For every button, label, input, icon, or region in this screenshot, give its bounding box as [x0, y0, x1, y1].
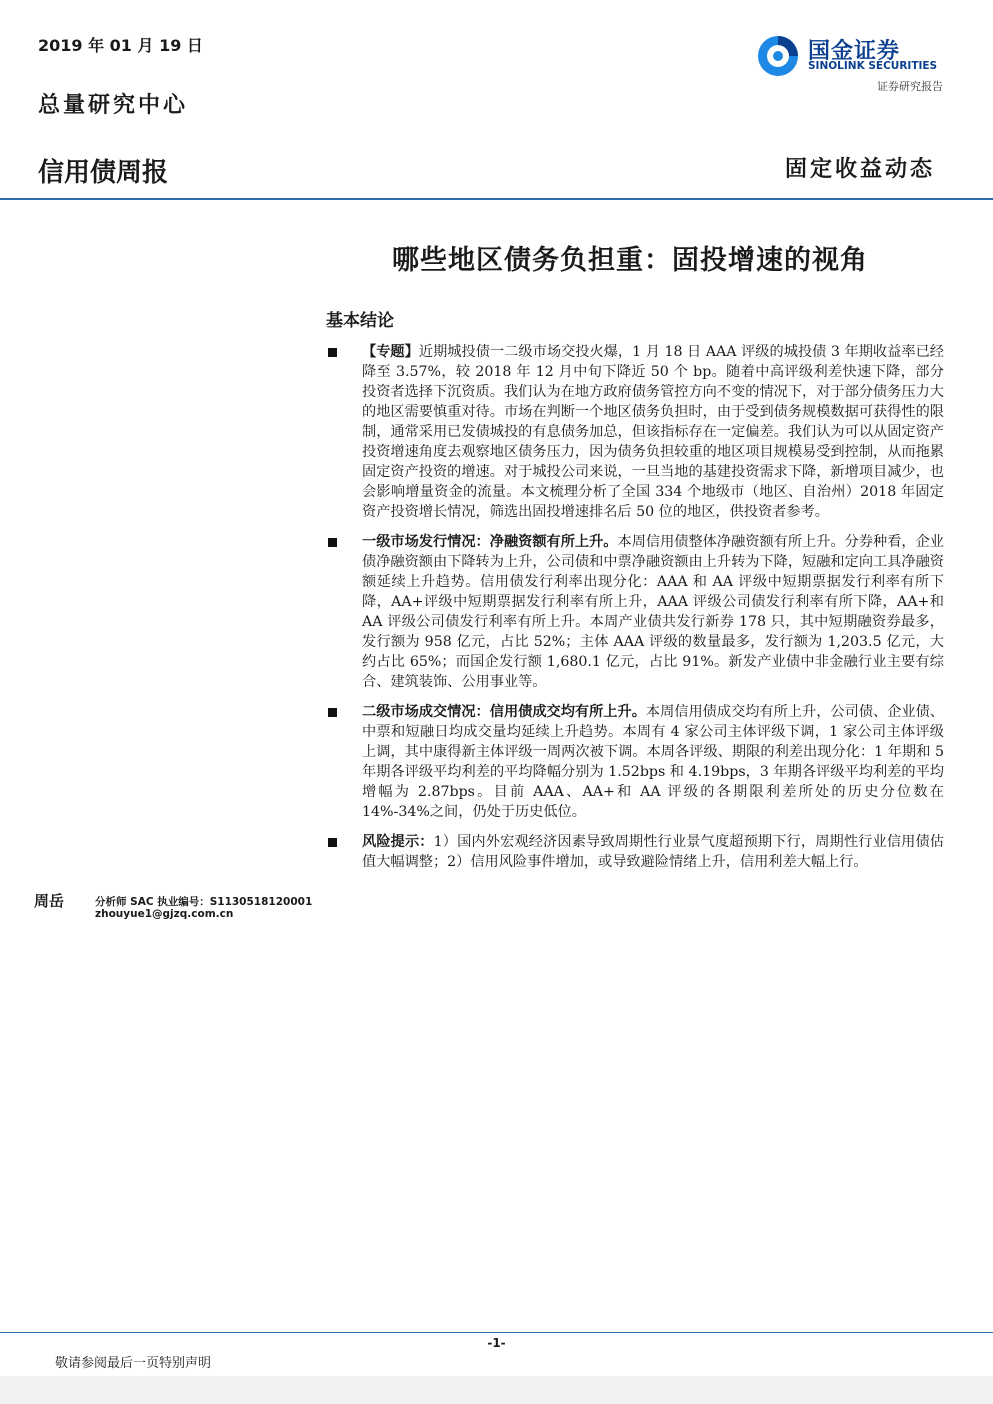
logo-mark-icon — [756, 34, 800, 78]
item-lead: 二级市场成交情况：信用债成交均有所上升。 — [362, 704, 646, 720]
square-bullet-icon — [328, 348, 337, 357]
page-number: -1- — [487, 1336, 506, 1350]
item-lead: 【专题】 — [362, 344, 419, 360]
square-bullet-icon — [328, 838, 337, 847]
conclusion-list — [326, 342, 944, 882]
conclusion-item — [326, 342, 944, 522]
document-title: 哪些地区债务负担重：固投增速的视角 — [392, 245, 868, 276]
header-divider — [0, 198, 993, 200]
conclusion-item — [326, 832, 944, 872]
analyst-email: zhouyue1@gjzq.com.cn — [95, 908, 234, 920]
report-type-title: 信用债周报 — [38, 158, 169, 188]
item-text: 本周信用债成交均有所上升，公司债、企业债、中票和短融日均成交量均延续上升趋势。本周有 4 家公司主体评级下调，1 家公司主体评级上调，其中康得新主体评级一周两次被下调。本周各评级、期限的利差出现分化：1 年期和 5 年期各评级平均利差的平均降幅分别为 1.52bps 和 4.19bps，3 年期各评级平均利差的平均增幅为 2.87bps。目前 AAA、AA+和 AA 评级的各期限利差所处的历史分位数在 14%-34%之间，仍处于历史低位。 — [362, 704, 944, 820]
footer-divider — [0, 1332, 993, 1333]
item-text: 近期城投债一二级市场交投火爆，1 月 18 日 AAA 评级的城投债 3 年期收益率已经降至 3.57%，较 2018 年 12 月中旬下降近 50 个 bp。随着中高评级利差快速下降，部分投资者选择下沉资质。我们认为在地方政府债务管控方向不变的情况下，对于部分债务压力大的地区需要慎重对待。市场在判断一个地区债务负担时，由于受到债务规模数据可获得性的限制，通常采用已发债城投的有息债务加总，但该指标存在一定偏差。我们认为可以从固定资产投资增速角度去观察地区债务压力，因为债务负担较重的地区项目规模易受到控制，从而拖累固定资产投资的增速。对于城投公司来说，一旦当地的基建投资需求下降，新增项目减少，也会影响增量资金的流量。本文梳理分析了全国 334 个地级市（地区、自治州）2018 年固定资产投资增长情况，筛选出固投增速排名后 50 位的地区，供投资者参考。 — [362, 344, 944, 520]
logo-name-cn: 国金证券 — [808, 39, 901, 64]
conclusion-item — [326, 532, 944, 692]
company-logo — [756, 32, 946, 80]
analyst-name: 周岳 — [34, 892, 65, 910]
report-date: 2019 年 01 月 19 日 — [38, 36, 203, 55]
report-category: 证券研究报告 — [877, 80, 943, 93]
square-bullet-icon — [328, 538, 337, 547]
item-text: 1）国内外宏观经济因素导致周期性行业景气度超预期下行，周期性行业信用债估值大幅调整；2）信用风险事件增加，或导致避险情绪上升，信用利差大幅上行。 — [362, 834, 944, 870]
item-text: 本周信用债整体净融资额有所上升。分券种看，企业债净融资额由下降转为上升，公司债和中票净融资额由上升转为下降，短融和定向工具净融资额延续上升趋势。信用债发行利率出现分化：AAA 和 AA 评级中短期票据发行利率有所下降，AA+评级中短期票据发行利率有所上升，AAA 评级公司债发行利率有所下降，AA+和 AA 评级公司债发行利率有所上升。本周产业债共发行新券 178 只，其中短期融资券最多，发行额为 958 亿元，占比 52%；主体 AAA 评级的数量最多，发行额为 1,203.5 亿元，大约占比 65%；而国企发行额 1,680.1 亿元，占比 91%。新发产业债中非金融行业主要有综合、建筑装饰、公用事业等。 — [362, 534, 944, 690]
square-bullet-icon — [328, 708, 337, 717]
item-lead: 一级市场发行情况：净融资额有所上升。 — [362, 534, 618, 550]
item-lead: 风险提示： — [362, 834, 434, 850]
footer-band — [0, 1376, 993, 1404]
column-name: 固定收益动态 — [784, 156, 935, 182]
analyst-cert: 分析师 SAC 执业编号：S1130518120001 — [95, 896, 313, 908]
logo-name-en: SINOLINK SECURITIES — [808, 60, 938, 72]
research-center: 总量研究中心 — [38, 92, 189, 118]
section-heading: 基本结论 — [326, 311, 394, 331]
disclaimer-note: 敬请参阅最后一页特别声明 — [55, 1356, 212, 1371]
conclusion-item — [326, 702, 944, 822]
